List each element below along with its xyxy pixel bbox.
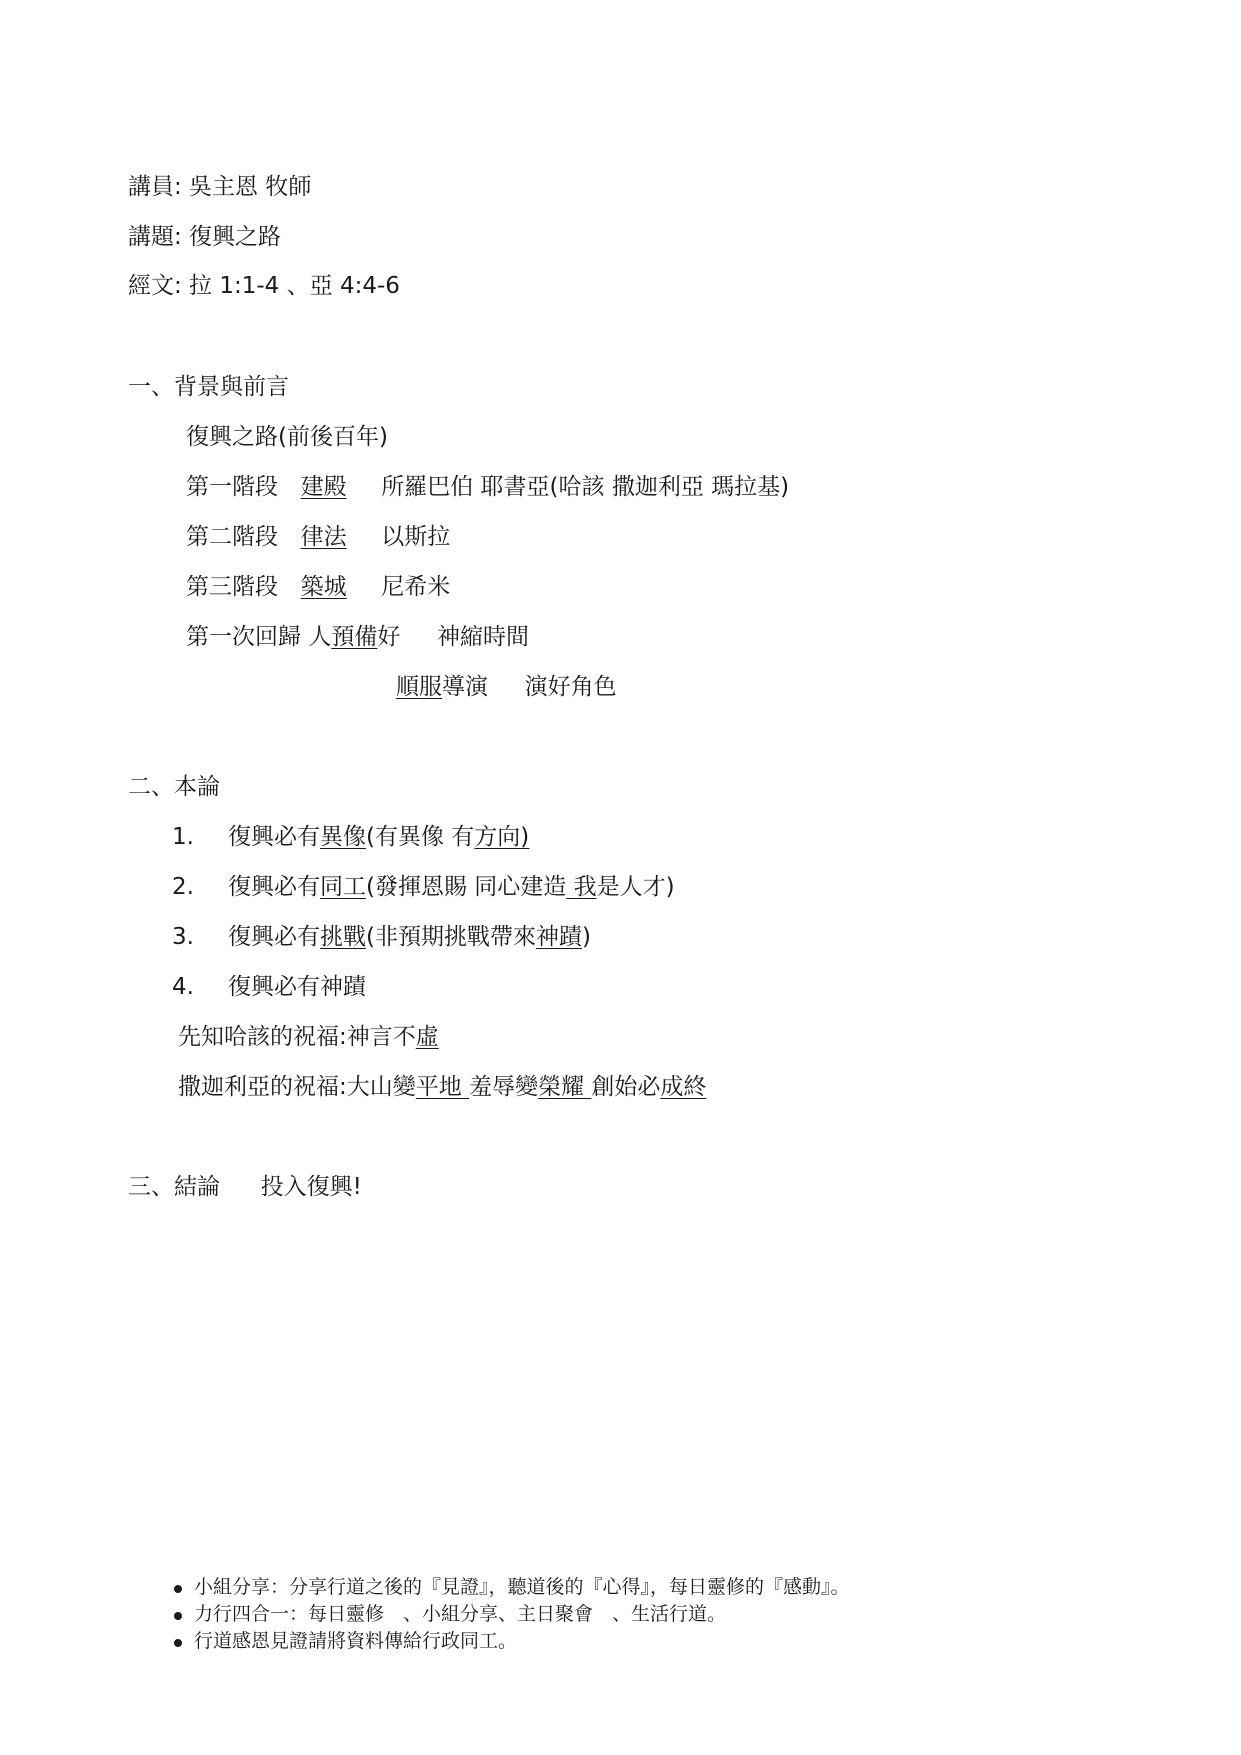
section3-heading: 三、結論 <box>128 1174 220 1200</box>
stage-label: 第一階段 <box>186 474 278 500</box>
blessing-keyword: 平地 <box>415 1074 470 1100</box>
item-detail-end: ) <box>581 924 591 950</box>
scripture-line: 經文: 拉 1:1-4 、亞 4:4-6 <box>128 273 400 299</box>
blessing-zechariah <box>178 1072 706 1102</box>
list-item <box>172 922 591 952</box>
return-text-end: 好 <box>377 624 401 650</box>
section1-line-3 <box>186 522 450 552</box>
section1-line-1: 復興之路(前後百年) <box>186 424 388 450</box>
stage-people: 以斯拉 <box>381 524 451 550</box>
section1-line-5 <box>186 622 529 652</box>
return-text: 第一次回歸 人 <box>186 624 332 650</box>
obey-keyword: 順服 <box>396 674 442 700</box>
obey-text: 導演 <box>442 674 488 700</box>
item-detail: (有異像 有 <box>366 824 475 850</box>
item-text: 復興必有 <box>228 824 320 850</box>
footer-notes <box>172 1574 850 1655</box>
item-number: 4. <box>172 974 194 1000</box>
conclusion-text: 投入復興! <box>260 1174 362 1200</box>
list-item: 行道感恩見證請將資料傳給行政同工。 <box>172 1628 850 1655</box>
item-text: 復興必有神蹟 <box>228 974 366 1000</box>
speaker-line: 講員: 吳主恩 牧師 <box>128 174 312 200</box>
stage-people: 尼希米 <box>381 574 451 600</box>
item-detail-end: 是人才) <box>596 874 675 900</box>
item-number: 1. <box>172 824 194 850</box>
item-detail: (發揮恩賜 同心建造 <box>366 874 567 900</box>
item-keyword-2: 方向) <box>474 824 530 850</box>
section1-line-6 <box>396 672 617 702</box>
section1-line-4 <box>186 572 450 602</box>
blessing-keyword: 榮耀 <box>538 1074 592 1100</box>
item-text: 復興必有 <box>228 924 320 950</box>
blessing-keyword: 虛 <box>415 1024 439 1050</box>
list-item <box>172 972 366 1002</box>
item-keyword: 異像 <box>320 824 366 850</box>
item-keyword: 同工 <box>320 874 366 900</box>
item-keyword-2: 我 <box>566 874 597 900</box>
list-item <box>172 872 675 902</box>
topic-line: 講題: 復興之路 <box>128 224 282 250</box>
stage-label: 第三階段 <box>186 574 278 600</box>
role-text: 演好角色 <box>524 674 617 700</box>
stage-keyword: 築城 <box>300 574 347 600</box>
section1-heading: 一、背景與前言 <box>128 374 289 400</box>
list-item: 力行四合一：每日靈修 、小組分享、主日聚會 、生活行道。 <box>172 1601 850 1628</box>
item-number: 2. <box>172 874 194 900</box>
stage-people: 所羅巴伯 耶書亞(哈該 撒迦利亞 瑪拉基) <box>381 474 790 500</box>
section1-line-2 <box>186 472 789 502</box>
section3-line <box>128 1172 362 1202</box>
stage-keyword: 建殿 <box>300 474 347 500</box>
item-keyword: 挑戰 <box>320 924 366 950</box>
item-number: 3. <box>172 924 194 950</box>
stage-label: 第二階段 <box>186 524 278 550</box>
blessing-text: 創始必 <box>591 1074 661 1100</box>
stage-keyword: 律法 <box>300 524 347 550</box>
item-text: 復興必有 <box>228 874 320 900</box>
section2-heading: 二、本論 <box>128 774 220 800</box>
blessing-text: 撒迦利亞的祝福:大山變 <box>178 1074 416 1100</box>
blessing-haggai <box>178 1022 439 1052</box>
list-item <box>172 822 529 852</box>
item-keyword-2: 神蹟 <box>535 924 582 950</box>
blessing-text: 先知哈該的祝福:神言不 <box>178 1024 416 1050</box>
list-item: 小組分享：分享行道之後的『見證』，聽道後的『心得』，每日靈修的『感動』。 <box>172 1574 850 1601</box>
item-detail: (非預期挑戰帶來 <box>366 924 536 950</box>
blessing-text: 羞辱變 <box>469 1074 539 1100</box>
return-note: 神縮時間 <box>436 624 529 650</box>
blessing-keyword: 成終 <box>660 1074 707 1100</box>
return-keyword: 預備 <box>331 624 378 650</box>
